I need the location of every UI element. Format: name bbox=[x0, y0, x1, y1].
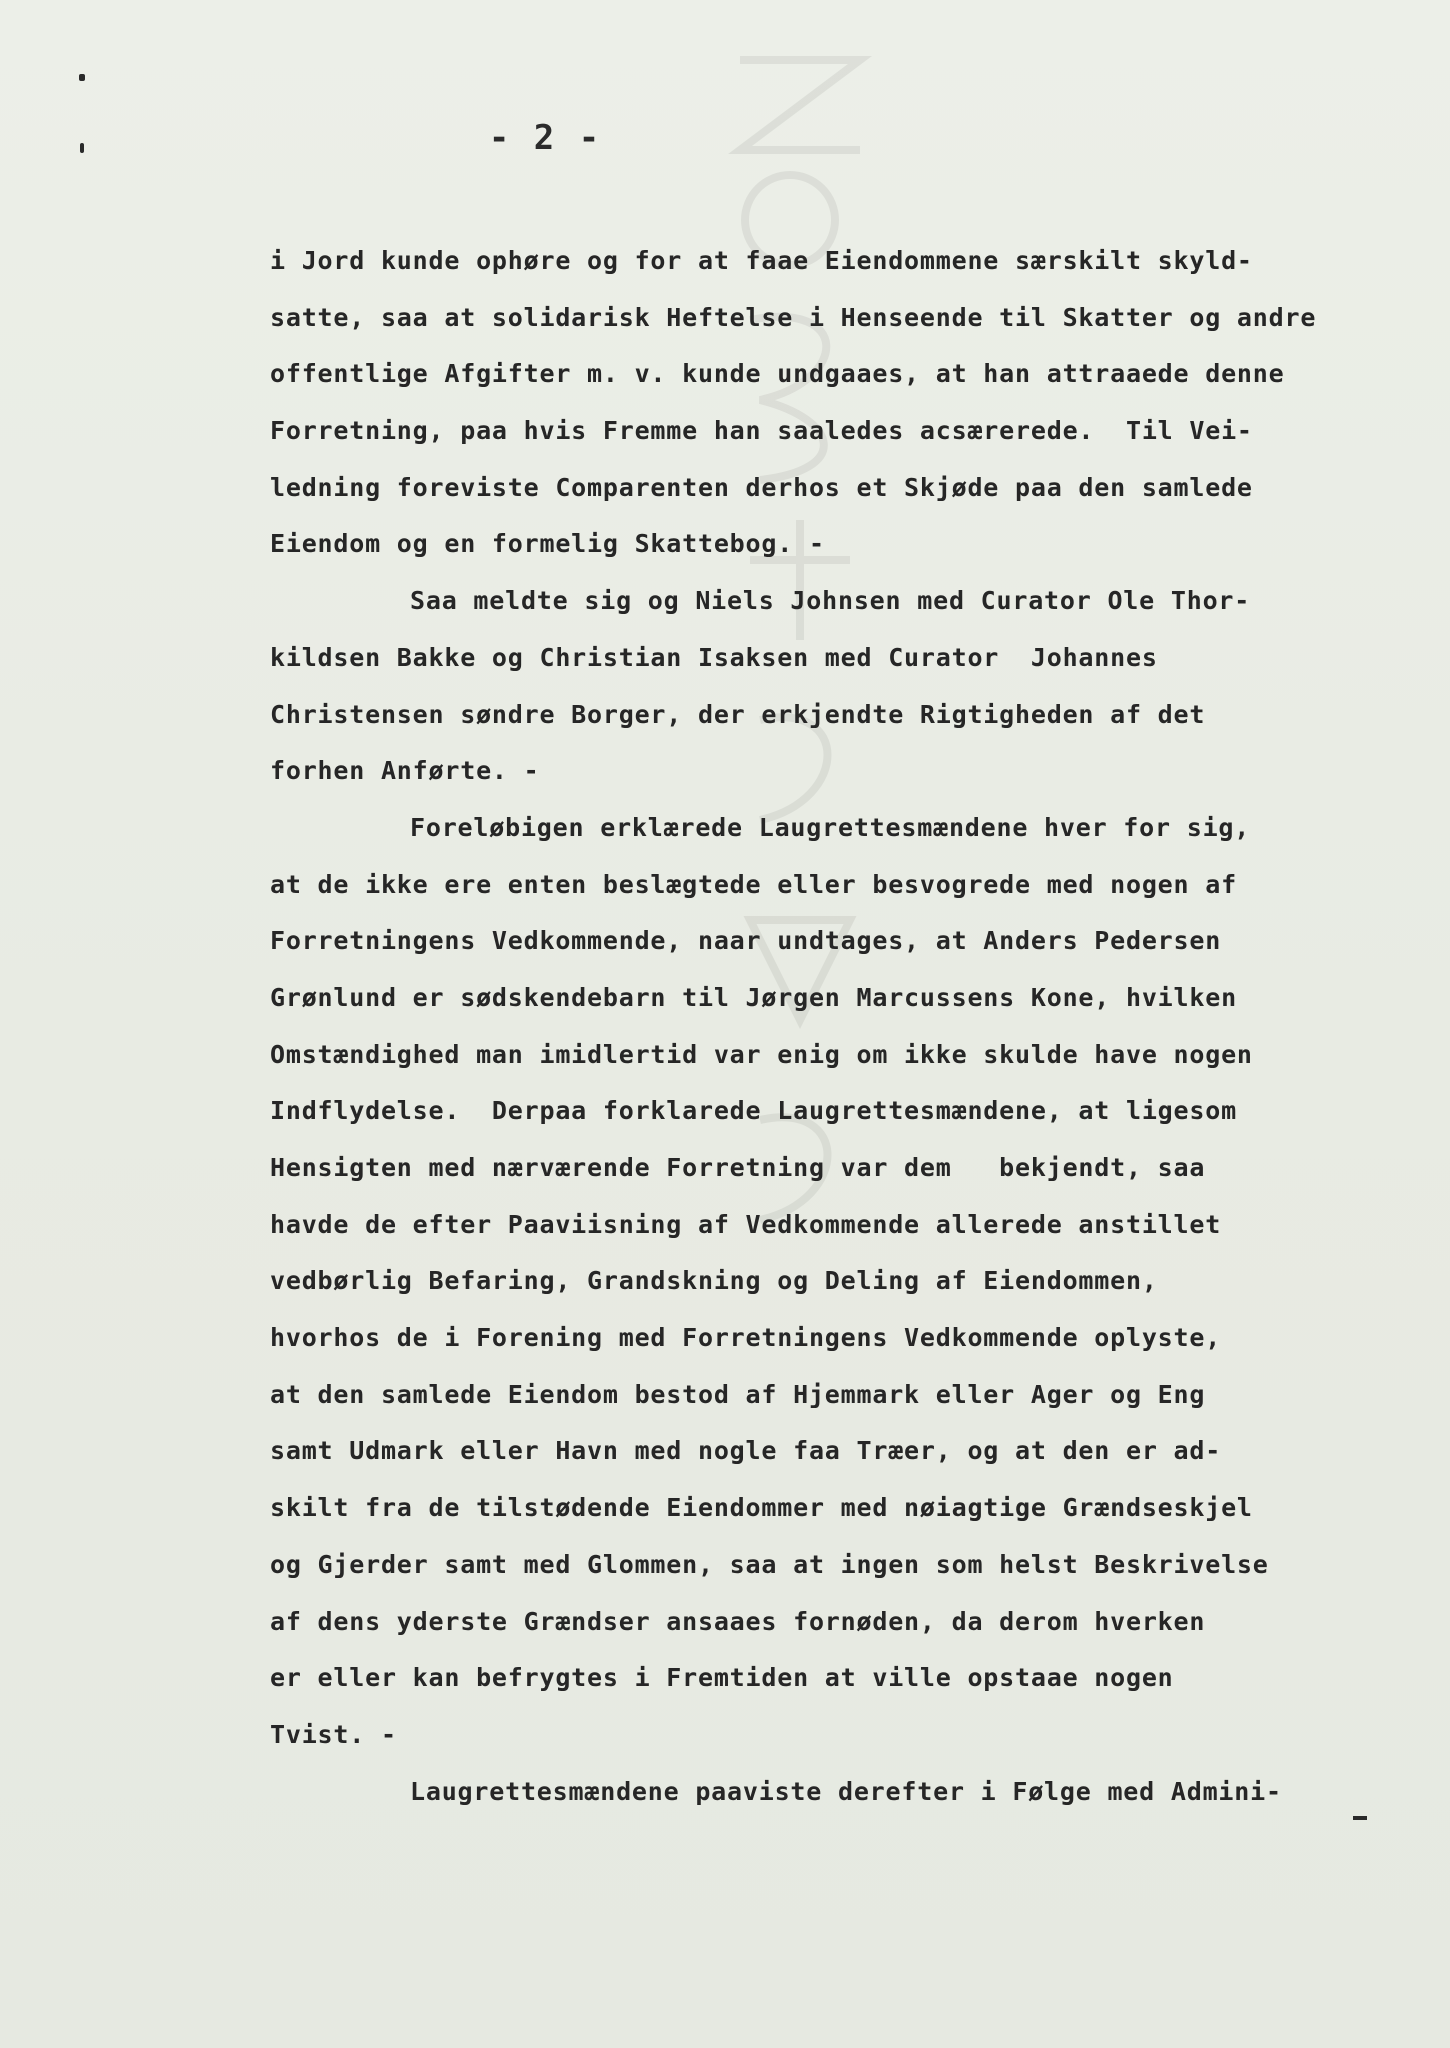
continuation-dash bbox=[1353, 1816, 1367, 1820]
margin-mark bbox=[79, 74, 85, 81]
text-line: Hensigten med nærværende Forretning var dem bekjendt, saa bbox=[270, 1153, 1206, 1182]
text-line: havde de efter Paaviisning af Vedkommende allerede anstillet bbox=[270, 1209, 1222, 1239]
text-line: offentlige Afgifter m. v. kunde undgaaes, at han attraaede denne bbox=[270, 359, 1285, 389]
text-line: skilt fra de tilstødende Eiendommer med nøiagtige Grændseskjel bbox=[270, 1493, 1253, 1523]
text-line: samt Udmark eller Havn med nogle faa Træer, og at den er ad- bbox=[270, 1436, 1222, 1466]
text-line: er eller kan befrygtes i Fremtiden at ville opstaae nogen bbox=[270, 1663, 1174, 1693]
text-line: Christensen søndre Borger, der erkjendte Rigtigheden af det bbox=[270, 699, 1206, 729]
text-line: Eiendom og en formelig Skattebog. - bbox=[270, 529, 825, 559]
text-line: Laugrettesmændene paaviste derefter i Følge med Admini- bbox=[410, 1776, 1282, 1806]
text-line: forhen Anførte. - bbox=[270, 756, 540, 786]
text-line: Grønlund er sødskendebarn til Jørgen Marcussens Kone, hvilken bbox=[270, 982, 1237, 1012]
text-line: Forretningens Vedkommende, naar undtages, at Anders Pedersen bbox=[270, 926, 1222, 956]
text-line: ledning foreviste Comparenten derhos et Skjøde paa den samlede bbox=[270, 472, 1253, 502]
text-line: Omstændighed man imidlertid var enig om ikke skulde have nogen bbox=[270, 1039, 1253, 1069]
text-line: hvorhos de i Forening med Forretningens Vedkommende oplyste, bbox=[270, 1323, 1222, 1353]
text-line: Foreløbigen erklærede Laugrettesmændene hver for sig, bbox=[410, 812, 1251, 842]
document-body-text bbox=[270, 233, 1420, 1820]
text-line: og Gjerder samt med Glommen, saa at ingen som helst Beskrivelse bbox=[270, 1549, 1269, 1579]
text-line: kildsen Bakke og Christian Isaksen med Curator Johannes bbox=[270, 642, 1158, 672]
text-line: satte, saa at solidarisk Heftelse i Henseende til Skatter og andre bbox=[270, 302, 1317, 332]
text-line: at den samlede Eiendom bestod af Hjemmark eller Ager og Eng bbox=[270, 1379, 1206, 1409]
text-line: Saa meldte sig og Niels Johnsen med Curator Ole Thor- bbox=[410, 586, 1251, 616]
text-line: vedbørlig Befaring, Grandskning og Deling af Eiendommen, bbox=[270, 1266, 1158, 1296]
page-number: - 2 - bbox=[488, 118, 602, 158]
text-line: Forretning, paa hvis Fremme han saaledes acsærerede. Til Vei- bbox=[270, 416, 1253, 446]
text-line: at de ikke ere enten beslægtede eller besvogrede med nogen af bbox=[270, 869, 1237, 899]
text-line: af dens yderste Grændser ansaaes fornøden, da derom hverken bbox=[270, 1606, 1206, 1636]
text-line: Indflydelse. Derpaa forklarede Laugrettesmændene, at ligesom bbox=[270, 1096, 1237, 1126]
text-line: Tvist. - bbox=[270, 1719, 397, 1749]
text-line: i Jord kunde ophøre og for at faae Eiendommene særskilt skyld- bbox=[270, 246, 1253, 275]
